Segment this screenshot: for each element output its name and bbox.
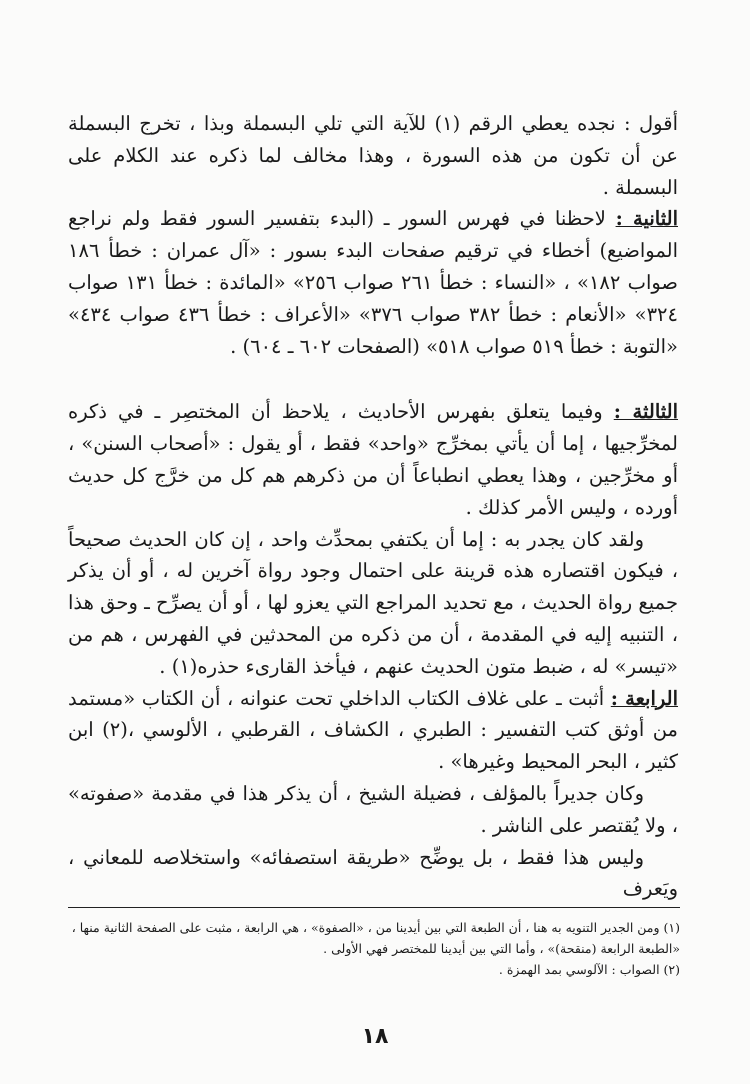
- page-number: ١٨: [361, 1024, 389, 1049]
- paragraph-3: [68, 396, 678, 523]
- paragraph-2: [68, 203, 678, 362]
- paragraph-7: وليس هذا فقط ، بل يوضِّح «طريقة استصفائه» واستخلاصه للمعاني ، ويَعرف: [68, 845, 678, 901]
- paragraph-1: أقول : نجده يعطي الرقم (١) للآية التي تلي البسملة وبذا ، تخرج البسملة عن أن تكون من هذه السورة ، وهذا مخالف لما ذكره عند الكلام على البسملة .: [68, 112, 678, 199]
- paragraph-3-text: وفيما يتعلق بفهرس الأحاديث ، يلاحظ أن المختصِر ـ في ذكره لمخرِّجيها ، إما أن يأتي بمخرِّج «واحد» فقط ، أو يقول : «أصحاب السنن» ، أو مخرِّجين ، وهذا يعطي انطباعاً أن من ذكرهم هم كل من خرَّج كل حديث أورده ، وليس الأمر كذلك .: [68, 400, 678, 519]
- paragraph-5: [68, 683, 678, 778]
- point-label-third: الثالثة :: [613, 400, 679, 424]
- paragraph-6: وكان جديراً بالمؤلف ، فضيلة الشيخ ، أن يذكر هذا في مقدمة «صفوته» ، ولا يُقتصر على الناشر .: [68, 781, 678, 837]
- point-label-fourth: الرابعة :: [610, 686, 679, 710]
- footnote-2: (٢) الصواب : الآلوسي بمد الهمزة .: [498, 962, 680, 977]
- footnotes: [68, 917, 680, 980]
- paragraph-4: ولقد كان يجدر به : إما أن يكتفي بمحدِّث واحد ، إن كان الحديث صحيحاً ، فيكون اقتصاره هذه قرينة على احتمال وجود رواة آخرين له ، أو أن يذكر جميع رواة الحديث ، مع تحديد المراجع التي يعزو لها ، أو أن يصرِّح ـ وحق هذا ، التنبيه إليه في المقدمة ، أن من ذكره من المحدثين في الفهرس ، هم من «تيسر» له ، ضبط متون الحديث عنهم ، فيأخذ القارىء حذره(١) .: [68, 527, 678, 678]
- paragraph-5-text: أثبت ـ على غلاف الكتاب الداخلي تحت عنوانه ، أن الكتاب «مستمد من أوثق كتب التفسير : الطبري ، الكشاف ، القرطبي ، الألوسي ،(٢) ابن كثير ، البحر المحيط وغيرها» .: [68, 686, 678, 774]
- point-label-second: الثانية :: [615, 207, 678, 231]
- paragraph-2-text: لاحظنا في فهرس السور ـ (البدء بتفسير السور فقط ولم نراجع المواضيع) أخطاء في ترقيم صفحات البدء بسور : «آل عمران : خطأ ١٨٦ صواب ١٨٢» ، «النساء : خطأ ٢٦١ صواب ٢٥٦» «المائدة : خطأ ١٣١ صواب ٣٢٤» «الأنعام : خطأ ٣٨٢ صواب ٣٧٦» «الأعراف : خطأ ٤٣٦ صواب ٤٣٤» «التوبة : خطأ ٥١٩ صواب ٥١٨» (الصفحات ٦٠٢ ـ ٦٠٤) .: [68, 207, 678, 358]
- footnote-divider: [68, 907, 680, 908]
- footnote-1: (١) ومن الجدير التنويه به هنا ، أن الطبعة التي بين أيدينا من ، «الصفوة» ، هي الرابعة ، مثبت على الصفحة الثانية منها ، «الطبعة الرابعة (منقحة)» ، وأما التي بين أيدينا للمختصر فهي الأولى .: [71, 920, 680, 956]
- body-text: [68, 108, 678, 905]
